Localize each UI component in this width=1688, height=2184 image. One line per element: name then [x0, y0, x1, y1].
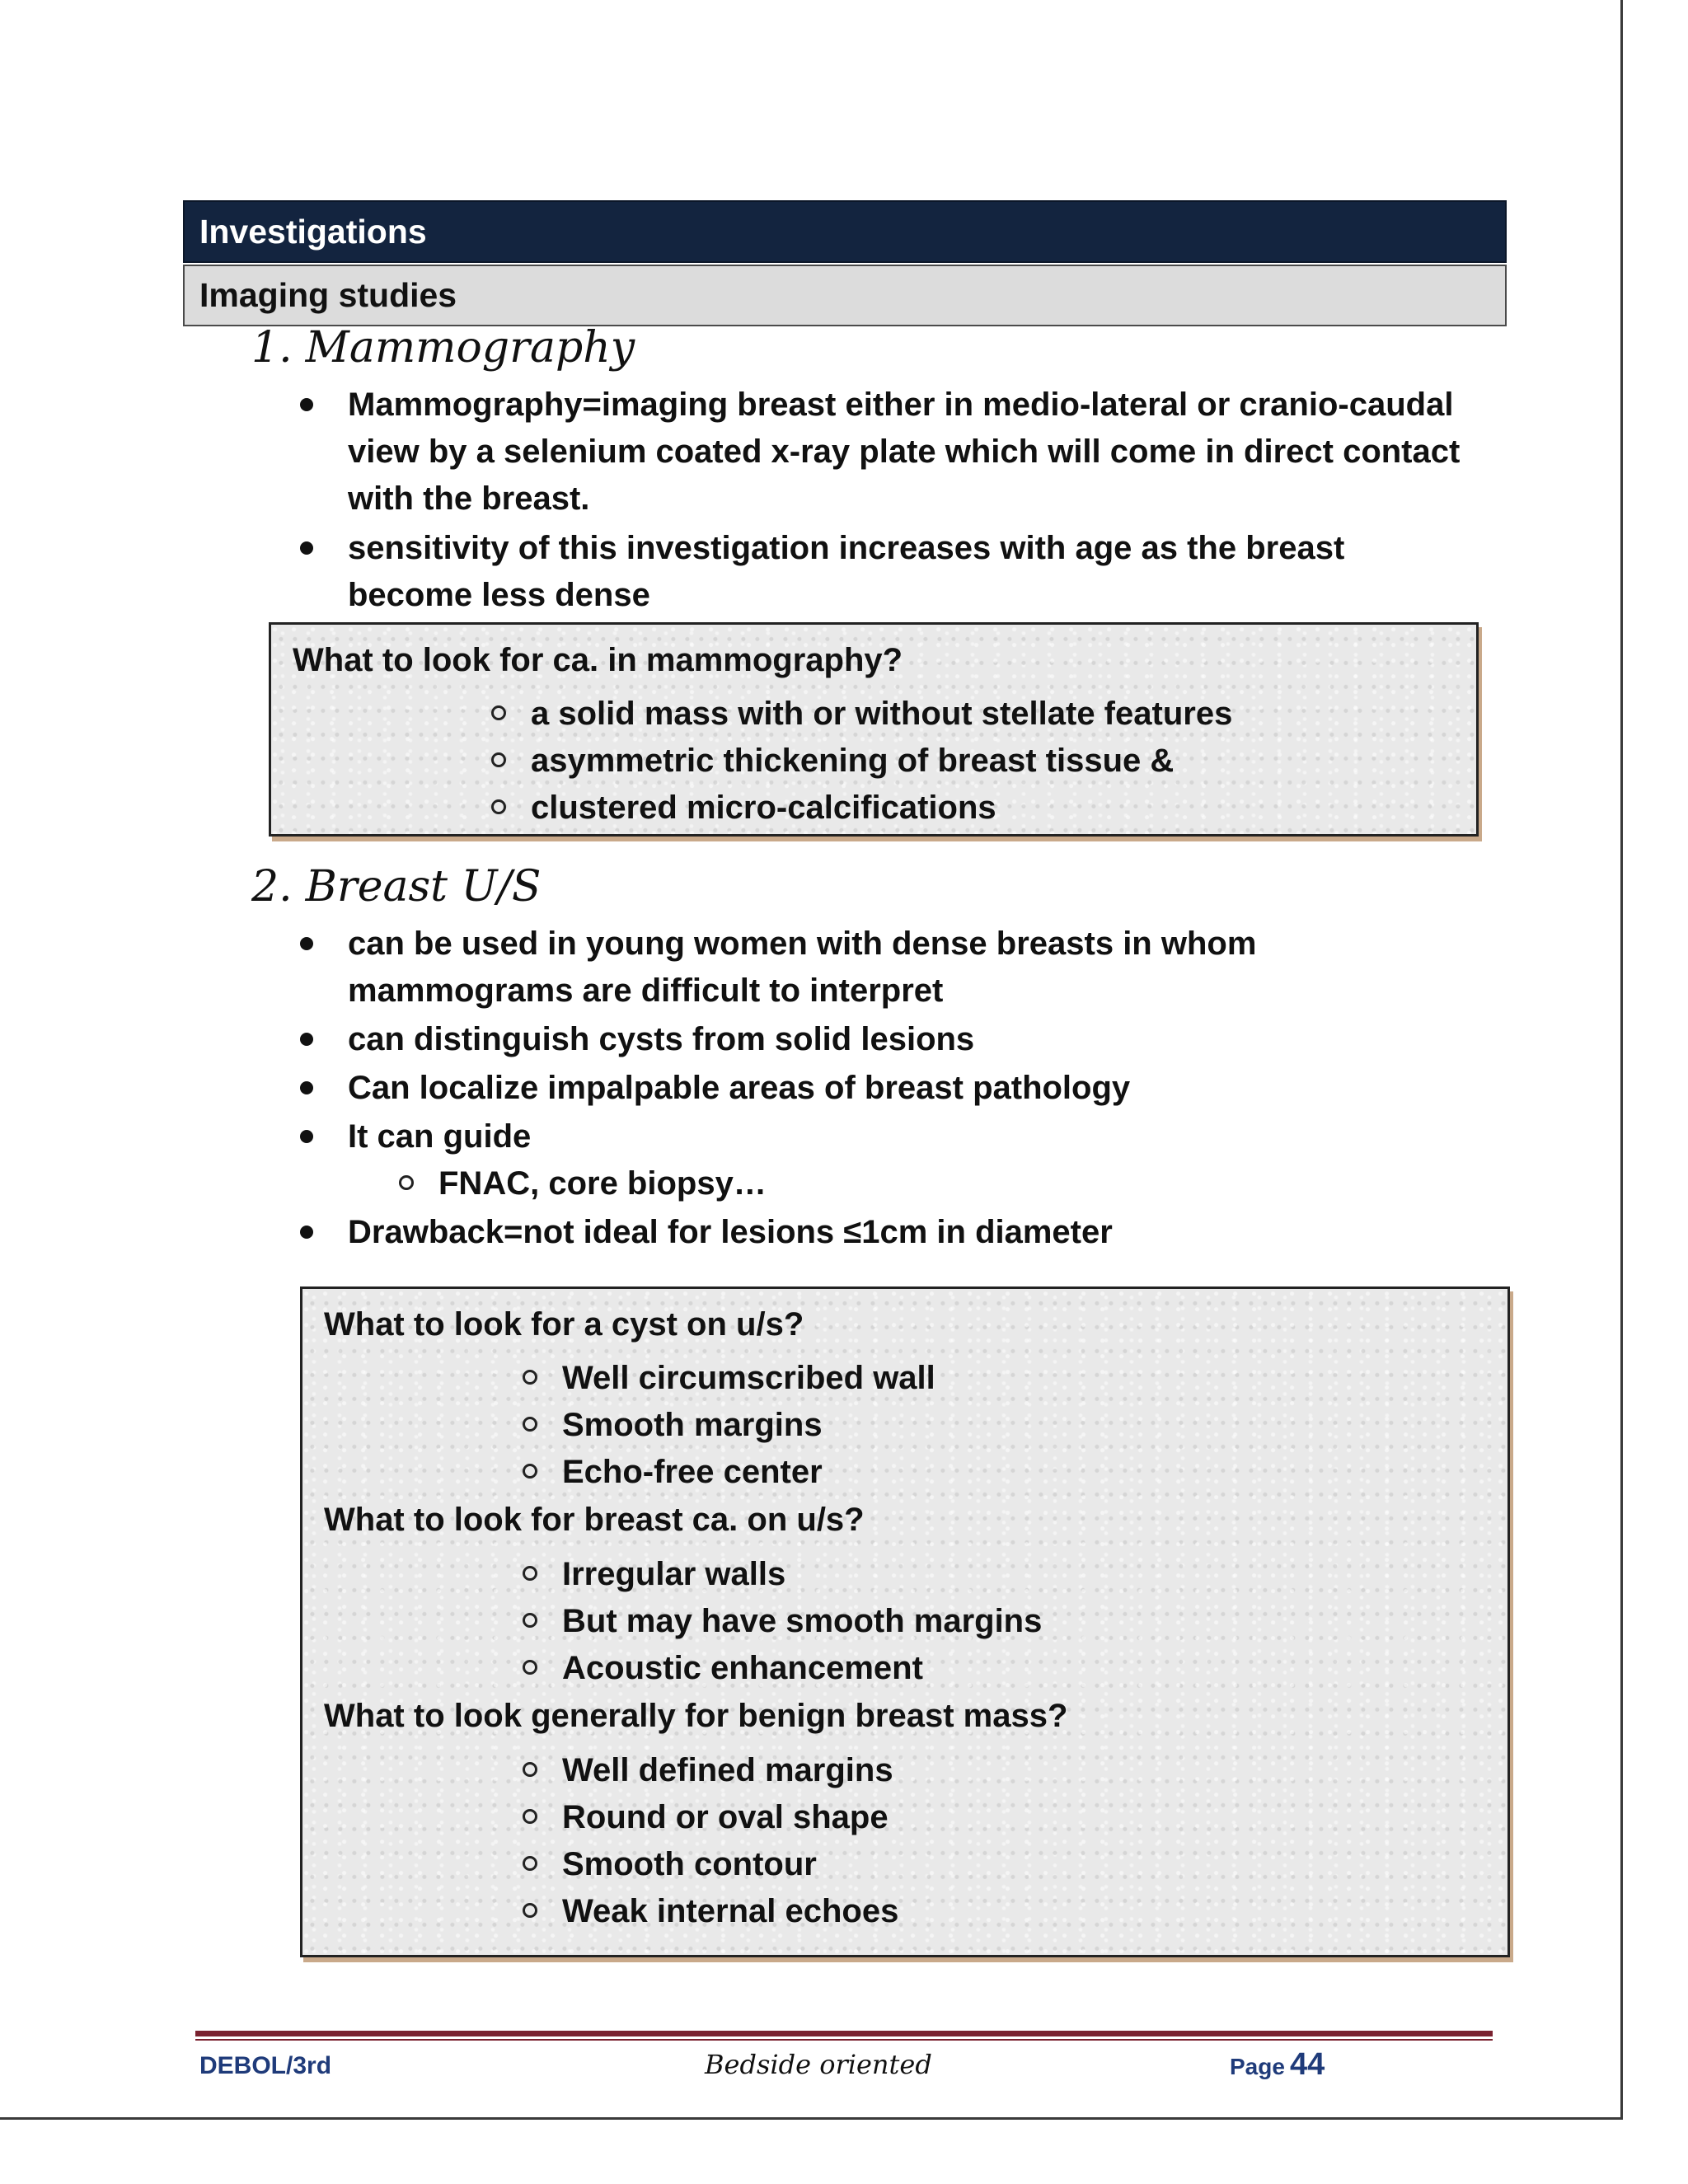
circle-bullet-icon [491, 799, 506, 814]
breast-us-callout-box [300, 1286, 1510, 1957]
list-item: Weak internal echoes [523, 1888, 898, 1935]
list-item: It can guide FNAC, core biopsy… [0, 1113, 1566, 1207]
list-item: sensitivity of this investigation increases with age as the breast become less dense [0, 525, 1566, 619]
circle-bullet-icon [523, 1464, 537, 1479]
callout-question: What to look generally for benign breast mass? [324, 1698, 1068, 1734]
callout-question: What to look for ca. in mammography? [293, 642, 903, 678]
bullet-icon [300, 541, 313, 555]
list-item: Well circumscribed wall [523, 1355, 935, 1402]
footer-divider [195, 2031, 1493, 2036]
mammography-bullet-list [0, 382, 1566, 621]
page-number [1230, 2047, 1325, 2083]
circle-bullet-icon [399, 1175, 414, 1190]
page-border-right [1620, 0, 1623, 2120]
callout-question: What to look for a cyst on u/s? [324, 1306, 804, 1343]
list-item: Acoustic enhancement [523, 1645, 923, 1692]
list-item: can distinguish cysts from solid lesions [0, 1016, 1566, 1063]
page-number-value: 44 [1289, 2047, 1325, 2082]
list-item: Round or oval shape [523, 1794, 889, 1841]
mammography-callout-box [269, 622, 1479, 837]
circle-bullet-icon [523, 1660, 537, 1675]
list-item: asymmetric thickening of breast tissue & [491, 738, 1174, 785]
bullet-icon [300, 1081, 313, 1094]
circle-bullet-icon [523, 1566, 537, 1581]
circle-bullet-icon [491, 705, 506, 720]
footer-center-label: Bedside oriented [705, 2049, 932, 2080]
section-header: Investigations [183, 200, 1507, 263]
breast-us-bullet-list [0, 921, 1566, 1258]
footer-divider-thin [195, 2039, 1493, 2041]
circle-bullet-icon [523, 1417, 537, 1432]
list-item: Smooth contour [523, 1841, 817, 1888]
heading-number: 1. [251, 323, 293, 373]
circle-bullet-icon [523, 1613, 537, 1628]
circle-bullet-icon [523, 1762, 537, 1777]
page-label: Page [1230, 2054, 1285, 2079]
list-item: Mammography=imaging breast either in medio-lateral or cranio-caudal view by a selenium coated x-ray plate which will come in direct contact with the breast. [0, 382, 1566, 523]
list-item: can be used in young women with dense breasts in whom mammograms are difficult to interpret [0, 921, 1566, 1015]
footer-left-label: DEBOL/3rd [199, 2052, 332, 2079]
sub-list-item: FNAC, core biopsy… [399, 1160, 1566, 1207]
bullet-icon [300, 1130, 313, 1143]
list-item: But may have smooth margins [523, 1598, 1042, 1645]
list-item: a solid mass with or without stellate features [491, 691, 1232, 738]
list-item: Well defined margins [523, 1747, 893, 1794]
list-item: Echo-free center [523, 1449, 823, 1496]
circle-bullet-icon [491, 752, 506, 767]
bullet-icon [300, 398, 313, 411]
breast-us-heading [251, 862, 542, 912]
subsection-header: Imaging studies [183, 265, 1507, 326]
list-item: Can localize impalpable areas of breast pathology [0, 1065, 1566, 1112]
bullet-icon [300, 937, 313, 950]
bullet-icon [300, 1033, 313, 1046]
circle-bullet-icon [523, 1370, 537, 1385]
heading-title: Breast U/S [305, 862, 542, 912]
list-item: clustered micro-calcifications [491, 785, 996, 832]
callout-question: What to look for breast ca. on u/s? [324, 1502, 865, 1538]
circle-bullet-icon [523, 1856, 537, 1871]
list-item: Smooth margins [523, 1402, 823, 1449]
heading-title: Mammography [305, 323, 635, 373]
circle-bullet-icon [523, 1809, 537, 1824]
bullet-icon [300, 1226, 313, 1239]
circle-bullet-icon [523, 1903, 537, 1918]
list-item: Drawback=not ideal for lesions ≤1cm in diameter [0, 1209, 1566, 1256]
heading-number: 2. [251, 862, 293, 912]
list-item: Irregular walls [523, 1551, 785, 1598]
mammography-heading [251, 323, 635, 373]
page-border-bottom [0, 2117, 1623, 2120]
